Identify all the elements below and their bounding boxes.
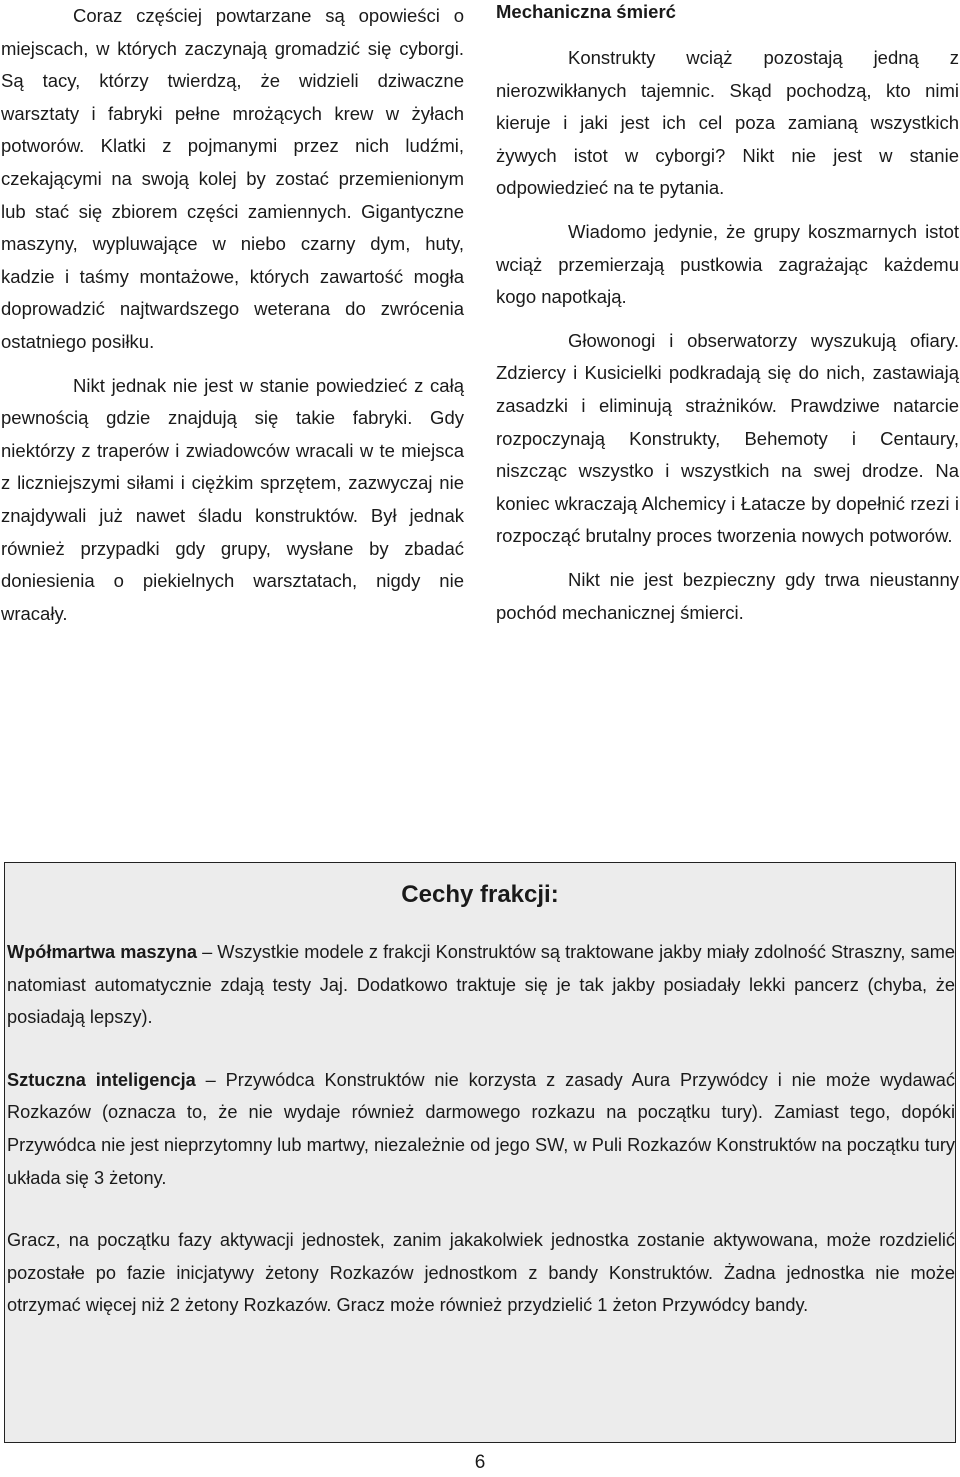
lore-paragraph-2: Nikt jednak nie jest w stanie powiedzieć z całą pewnością gdzie znajdują się takie fabryki. Gdy niektórzy z traperów i zwiadowców wracali w te miejsca z liczniejszymi siłami i ciężkim sprzętem, zazwyczaj nie znajdywali już nawet śladu konstruktów. Był jednak również przypadki gdy grupy, wysłane by zbadać doniesienia o piekielnych warsztatach, nigdy nie wracały. xyxy=(1,374,464,624)
trait-description: – Przywódca Konstruktów nie korzysta z zasady Aura Przywódcy i nie może wydawać Rozkazów (oznacza to, że nie wydaje również darmowego rozkazu na początku tury). Zamiast tego, dopóki Przywódca nie jest nieprzytomny lub martwy, niezależnie od jego SW, w Puli Rozkazów Konstruktów na początku tury układa się 3 żetony. xyxy=(7,1069,955,1188)
lore-paragraph-3: Konstrukty wciąż pozostają jedną z nierozwikłanych tajemnic. Skąd pochodzą, kto nimi kieruje i jaki jest ich cel poza zamianą wszystkich żywych istot w cyborgi? Nikt nie jest w stanie odpowiedzieć na te pytania. xyxy=(496,47,959,199)
faction-traits-title: Cechy frakcji: xyxy=(401,881,559,908)
lore-paragraph-4: Wiadomo jedynie, że grupy koszmarnych istot wciąż przemierzają pustkowia zagrażając każdemu kogo napotkają. xyxy=(496,220,959,308)
trait-undead-machine xyxy=(7,936,955,1034)
section-title: Mechaniczna śmierć xyxy=(496,1,676,22)
lore-paragraph-5: Głowonogi i obserwatorzy wyszukują ofiary. Zdziercy i Kusicielki podkradają się do nich, zastawiają zasadzki i eliminują strażników. Prawdziwe natarcie rozpoczynają Konstrukty, Behemoty i Centaury, niszcząc wszystko i wszystkich na swej drodze. Na koniec wkraczają Alchemicy i Łatacze by dopełnić rzezi i rozpocząć brutalny proces tworzenia nowych potworów. xyxy=(496,329,959,547)
trait-term: Wpółmartwa maszyna xyxy=(7,942,198,962)
trait-term: Sztuczna inteligencja xyxy=(7,1069,196,1090)
left-column xyxy=(1,0,464,630)
trait-closing-text: Gracz, na początku fazy aktywacji jednostek, zanim jakakolwiek jednostka zostanie aktywowana, może rozdzielić pozostałe po fazie inicjatywy żetony Rozkazów jednostkom z bandy Konstruktów. Żadna jednostka nie może otrzymać więcej niż 2 żetony Rozkazów. Gracz może również przydzielić 1 żeton Przywódcy bandy. xyxy=(7,1230,955,1316)
faction-traits-box xyxy=(4,862,956,1443)
lore-paragraph-1: Coraz częściej powtarzane są opowieści o miejscach, w których zaczynają gromadzić się cyborgi. Są tacy, którzy twierdzą, że widzieli dziwaczne warsztaty i fabryki pełne mrożących krew w żyłach potworów. Klatki z pojmanymi przez nich ludźmi, czekającymi na swoją kolej by zostać przemienionym lub stać się zbiorem części zamiennych. Gigantyczne maszyny, wypluwające w niebo czarny dym, huty, kadzie i taśmy montażowe, których zawartość mogła doprowadzić najtwardszego weterana do zwrócenia ostatniego posiłku. xyxy=(1,5,464,352)
trait-description: – Wszystkie modele z frakcji Konstruktów są traktowane jakby miały zdolność Straszny, same natomiast automatycznie zdają testy Jaj. Dodatkowo traktuje się je tak jakby posiadały lekki pancerz (chyba, że posiadają lepszy). xyxy=(7,942,955,1028)
page-number: 6 xyxy=(474,1452,486,1473)
right-column xyxy=(496,0,959,629)
trait-artificial-intelligence xyxy=(7,1064,955,1194)
lore-paragraph-6: Nikt nie jest bezpieczny gdy trwa nieustanny pochód mechanicznej śmierci. xyxy=(496,568,959,623)
faction-traits-body xyxy=(5,921,955,1322)
